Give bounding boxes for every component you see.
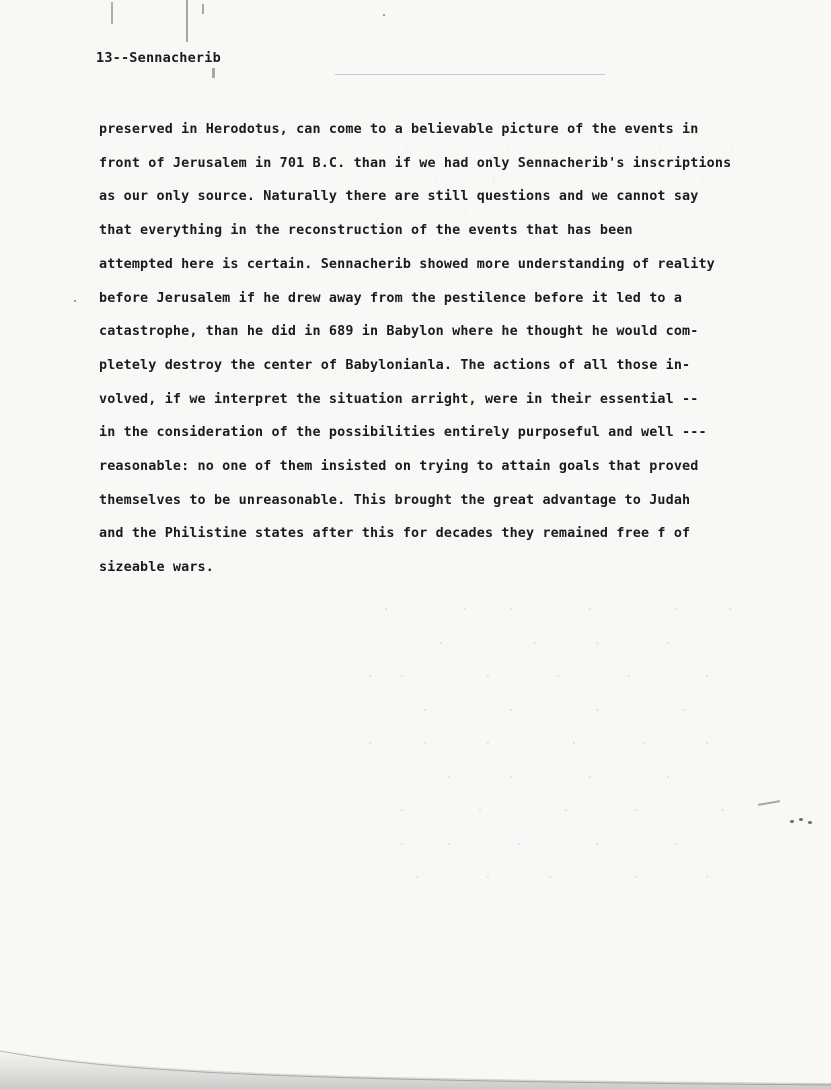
body-paragraph	[99, 113, 759, 585]
text-line: and the Philistine states after this for decades they remained free f of	[99, 526, 691, 542]
text-line: before Jerusalem if he drew away from the pestilence before it led to a	[99, 290, 683, 306]
margin-mark	[186, 0, 188, 42]
text-line: that everything in the reconstruction of the events that has been	[99, 223, 633, 239]
text-line: in the consideration of the possibilities entirely purposeful and well ---	[99, 425, 707, 441]
bleed-through-title	[335, 58, 605, 75]
margin-speck	[808, 821, 812, 824]
page-fold-shadow	[0, 1049, 831, 1089]
text-line: attempted here is certain. Sennacherib showed more understanding of reality	[99, 256, 715, 272]
margin-speck	[74, 300, 76, 302]
bleed-through-text-lower: . . . . . . . . . . . . . . . . . . . . . . . . . . . . . . . . . . . . . . . . . . . . .	[366, 599, 735, 882]
page-header: 13--Sennacherib	[96, 50, 221, 66]
text-line: catastrophe, than he did in 689 in Babylon where he thought he would com-	[99, 324, 699, 340]
text-line: as our only source. Naturally there are still questions and we cannot say	[99, 189, 699, 205]
margin-speck	[799, 818, 803, 821]
margin-mark	[111, 2, 113, 24]
text-line: themselves to be unreasonable. This brought the great advantage to Judah	[99, 492, 691, 508]
text-line: reasonable: no one of them insisted on trying to attain goals that proved	[99, 459, 699, 475]
margin-speck	[790, 820, 794, 823]
text-line: sizeable wars.	[99, 560, 214, 576]
margin-mark	[202, 4, 204, 14]
margin-speck	[383, 14, 385, 16]
text-line: pletely destroy the center of Babylonianla. The actions of all those in-	[99, 357, 691, 373]
text-line: volved, if we interpret the situation arright, were in their essential --	[99, 391, 699, 407]
text-line: front of Jerusalem in 701 B.C. than if we had only Sennacherib's inscriptions	[99, 155, 732, 171]
text-line: preserved in Herodotus, can come to a believable picture of the events in	[99, 122, 699, 137]
margin-mark	[758, 800, 780, 806]
margin-mark	[212, 68, 215, 78]
bleed-through-text-upper: . . . . . . . . , . . . . . . . . .	[388, 137, 736, 252]
